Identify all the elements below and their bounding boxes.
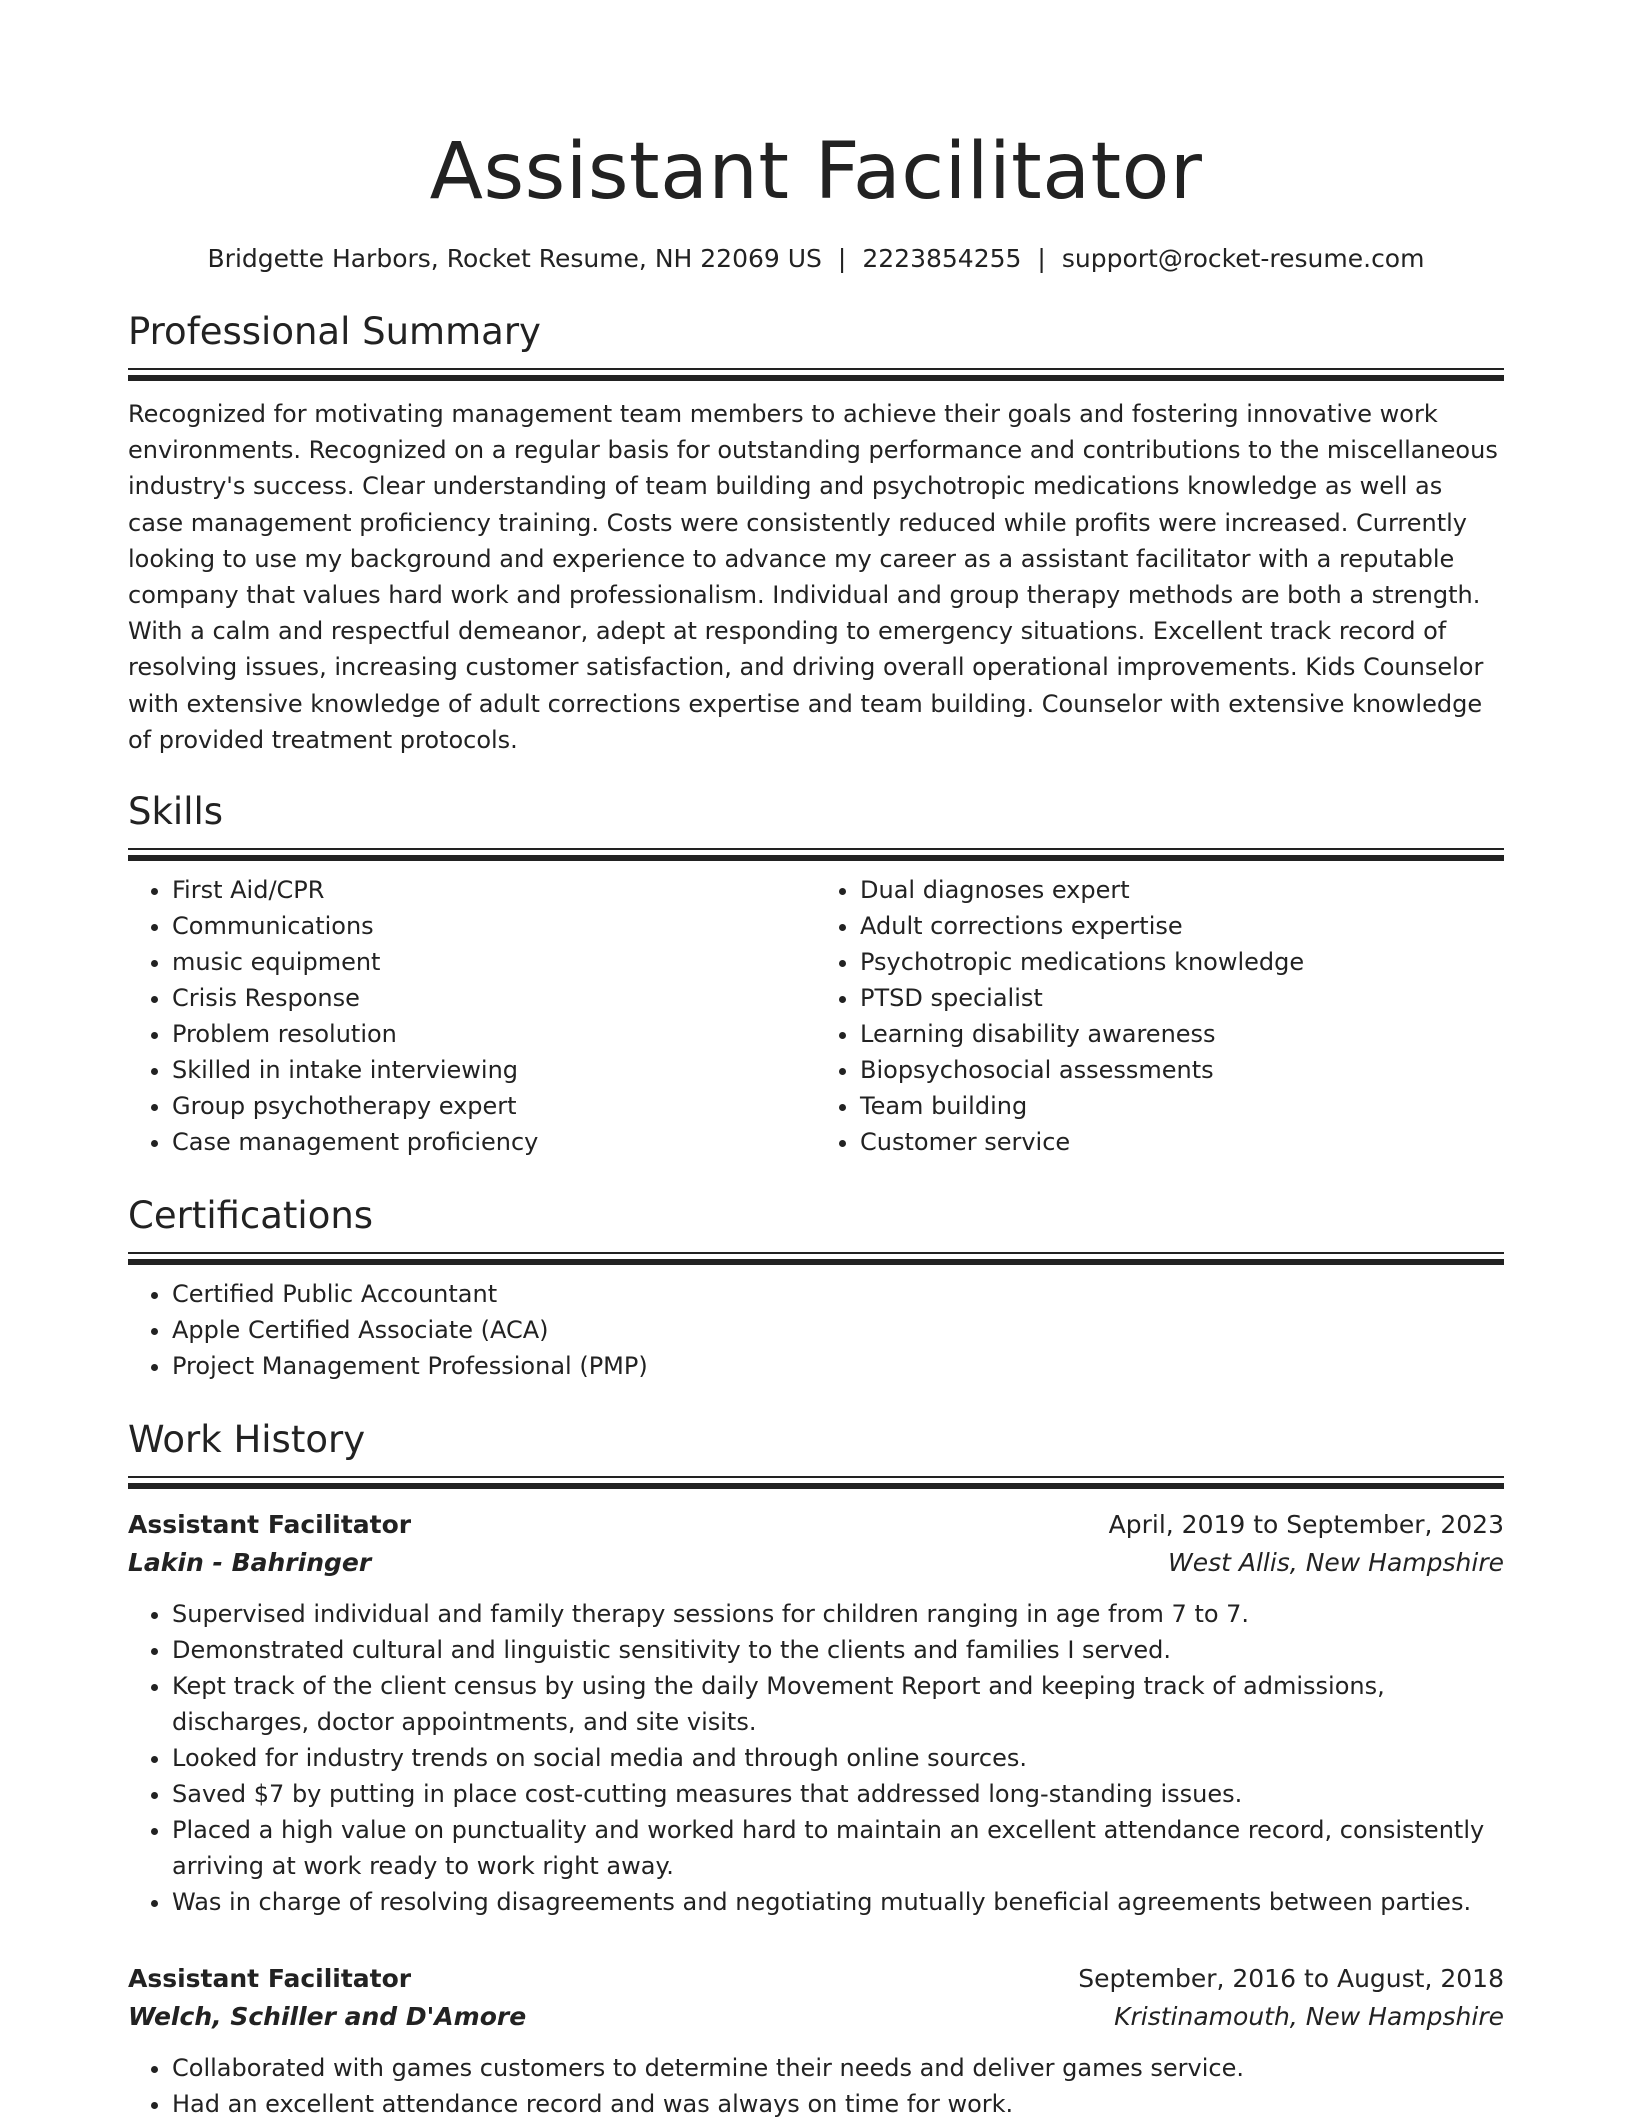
certification-item: • Apple Certified Associate (ACA) <box>172 1312 1504 1348</box>
job-company-row <box>128 1544 1504 1582</box>
skill-item: • music equipment <box>172 944 816 980</box>
job-bullet: • Supervised individual and family therapy sessions for children ranging in age from 7 to 7. <box>172 1596 1504 1632</box>
certifications-heading: Certifications <box>128 1194 374 1238</box>
work-history-section <box>128 1416 1504 2122</box>
job-bullet: • Saved $7 by putting in place cost-cutting measures that addressed long-standing issues. <box>172 1776 1504 1812</box>
job-bullet: • Placed a high value on punctuality and worked hard to maintain an excellent attendance record, consistently arriving at work ready to work right away. <box>172 1812 1504 1884</box>
job-bullet: • Collaborated with games customers to determine their needs and deliver games service. <box>172 2050 1504 2086</box>
contact-phone: 2223854255 <box>862 244 1022 273</box>
section-divider <box>128 848 1504 862</box>
contact-separator: | <box>837 244 847 273</box>
section-divider <box>128 1252 1504 1266</box>
skills-heading: Skills <box>128 790 224 834</box>
skill-item: • Crisis Response <box>172 980 816 1016</box>
skill-item: • PTSD specialist <box>860 980 1504 1016</box>
summary-section <box>128 308 1504 758</box>
job-header-row <box>128 1960 1504 1998</box>
skills-section <box>128 788 1504 1160</box>
page-title: Assistant Facilitator <box>429 127 1203 217</box>
job-title: Assistant Facilitator <box>128 1964 412 1994</box>
job-title: Assistant Facilitator <box>128 1510 412 1540</box>
job-dates: April, 2019 to September, 2023 <box>1108 1510 1504 1540</box>
certification-item: • Project Management Professional (PMP) <box>172 1348 1504 1384</box>
skill-item: • Adult corrections expertise <box>860 908 1504 944</box>
job-entry <box>128 1506 1504 1920</box>
job-bullet: • Had an excellent attendance record and was always on time for work. <box>172 2086 1504 2122</box>
job-location: Kristinamouth, New Hampshire <box>1114 2002 1504 2032</box>
job-bullets <box>128 1596 1504 1920</box>
skill-item: • Biopsychosocial assessments <box>860 1052 1504 1088</box>
skills-list-left <box>128 872 816 1160</box>
skills-grid <box>128 872 1504 1160</box>
skill-item: • Team building <box>860 1088 1504 1124</box>
certification-item: • Certified Public Accountant <box>172 1276 1504 1312</box>
skills-list-right <box>816 872 1504 1160</box>
job-bullet: • Looked for industry trends on social media and through online sources. <box>172 1740 1504 1776</box>
contact-address: Bridgette Harbors, Rocket Resume, NH 22069 US <box>207 244 822 273</box>
skill-item: • Customer service <box>860 1124 1504 1160</box>
certifications-section <box>128 1192 1504 1384</box>
skill-item: • Psychotropic medications knowledge <box>860 944 1504 980</box>
skill-item: • Problem resolution <box>172 1016 816 1052</box>
skill-item: • Communications <box>172 908 816 944</box>
summary-text: Recognized for motivating management team members to achieve their goals and fostering innovative work environments. Recognized on a regular basis for outstanding performance and contributions to the miscellaneous industry's success. Clear understanding of team building and psychotropic medications knowledge as well as case management proficiency training. Costs were consistently reduced while profits were increased. Currently looking to use my background and experience to advance my career as a assistant facilitator with a reputable company that values hard work and professionalism. Individual and group therapy methods are both a strength. With a calm and respectful demeanor, adept at responding to emergency situations. Excellent track record of resolving issues, increasing customer satisfaction, and driving overall operational improvements. Kids Counselor with extensive knowledge of adult corrections expertise and team building. Counselor with extensive knowledge of provided treatment protocols. <box>128 400 1498 754</box>
skill-item: • Learning disability awareness <box>860 1016 1504 1052</box>
job-bullets <box>128 2050 1504 2122</box>
skill-item: • First Aid/CPR <box>172 872 816 908</box>
job-dates: September, 2016 to August, 2018 <box>1078 1964 1504 1994</box>
job-location: West Allis, New Hampshire <box>1167 1548 1504 1578</box>
work-history-heading: Work History <box>128 1418 366 1462</box>
skill-item: • Case management proficiency <box>172 1124 816 1160</box>
contact-separator: | <box>1037 244 1046 273</box>
summary-heading: Professional Summary <box>128 310 541 353</box>
contact-email[interactable]: support@rocket-resume.com <box>1061 244 1425 273</box>
job-header-row <box>128 1506 1504 1544</box>
section-divider <box>128 368 1504 382</box>
section-divider <box>128 1476 1504 1490</box>
job-entry <box>128 1960 1504 2122</box>
job-bullet: • Demonstrated cultural and linguistic sensitivity to the clients and families I served. <box>172 1632 1504 1668</box>
job-bullet: • Was in charge of resolving disagreements and negotiating mutually beneficial agreements between parties. <box>172 1884 1504 1920</box>
skill-item: • Dual diagnoses expert <box>860 872 1504 908</box>
job-company: Welch, Schiller and D'Amore <box>128 2002 527 2032</box>
skill-item: • Group psychotherapy expert <box>172 1088 816 1124</box>
certifications-list <box>128 1276 1504 1384</box>
contact-line <box>128 242 1504 276</box>
job-company-row <box>128 1998 1504 2036</box>
job-company: Lakin - Bahringer <box>128 1548 372 1578</box>
job-bullet: • Kept track of the client census by using the daily Movement Report and keeping track of admissions, discharges, doctor appointments, and site visits. <box>172 1668 1504 1740</box>
skill-item: • Skilled in intake interviewing <box>172 1052 816 1088</box>
